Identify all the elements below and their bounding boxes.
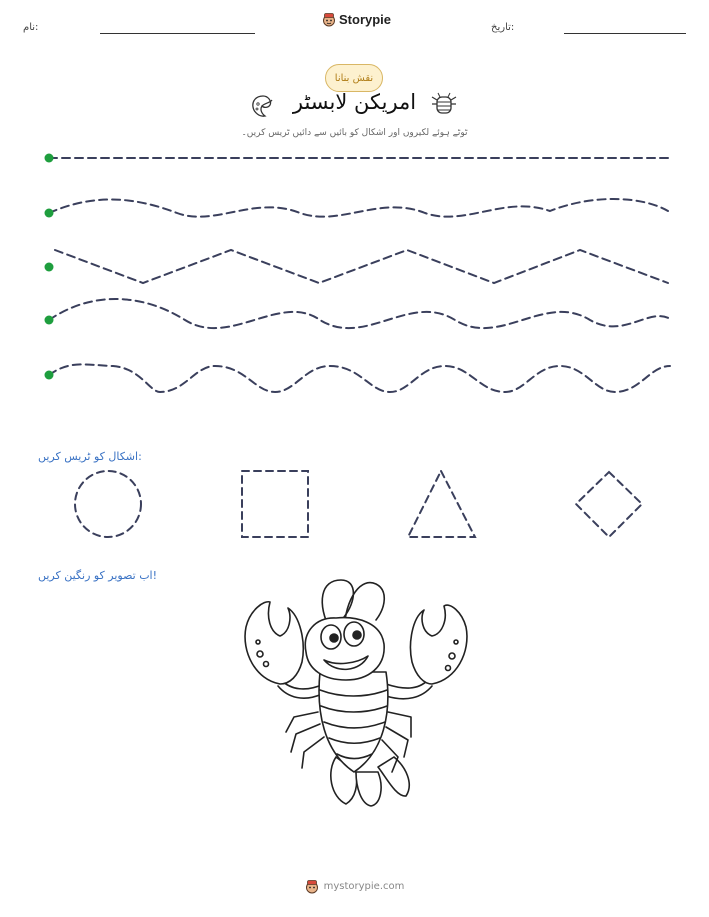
storypie-mascot-icon <box>305 879 319 894</box>
name-label: نام: <box>23 22 39 33</box>
trace-shape-triangle <box>408 471 475 537</box>
lobster-body-icon <box>430 92 458 118</box>
trace-shape-square <box>242 471 308 537</box>
page-title: امریکن لابسٹر <box>292 90 417 114</box>
brand-name: Storypie <box>339 12 392 27</box>
start-dot <box>45 154 54 163</box>
brand-logo <box>322 12 391 27</box>
date-label: تاریخ: <box>491 22 515 33</box>
trace-line-soft-wave <box>49 199 668 217</box>
start-dot <box>45 209 54 218</box>
lobster-coloring-image[interactable] <box>236 572 476 812</box>
claw-icon <box>248 92 278 122</box>
coloring-section-label: اب تصویر کو رنگین کریں! <box>38 569 158 582</box>
start-dot <box>45 263 54 272</box>
shapes-section-label: اشکال کو ٹریس کریں: <box>38 450 142 463</box>
start-dot <box>45 316 54 325</box>
storypie-mascot-icon <box>322 12 336 27</box>
trace-line-wave <box>49 299 672 328</box>
footer-url[interactable]: mystorypie.com <box>323 881 405 892</box>
name-field-line[interactable] <box>100 33 255 34</box>
trace-shape-diamond <box>576 472 642 537</box>
footer <box>0 879 709 894</box>
start-dot <box>45 371 54 380</box>
date-field-line[interactable] <box>564 33 686 34</box>
category-badge: نقش بنانا <box>325 64 383 92</box>
instructions-text: ٹوٹے ہوئے لکیروں اور اشکال کو بائیں سے دائیں ٹریس کریں۔ <box>241 128 468 138</box>
trace-line-bumpy-wave <box>49 364 670 392</box>
trace-line-zigzag <box>55 250 668 283</box>
trace-shape-circle <box>75 471 141 537</box>
